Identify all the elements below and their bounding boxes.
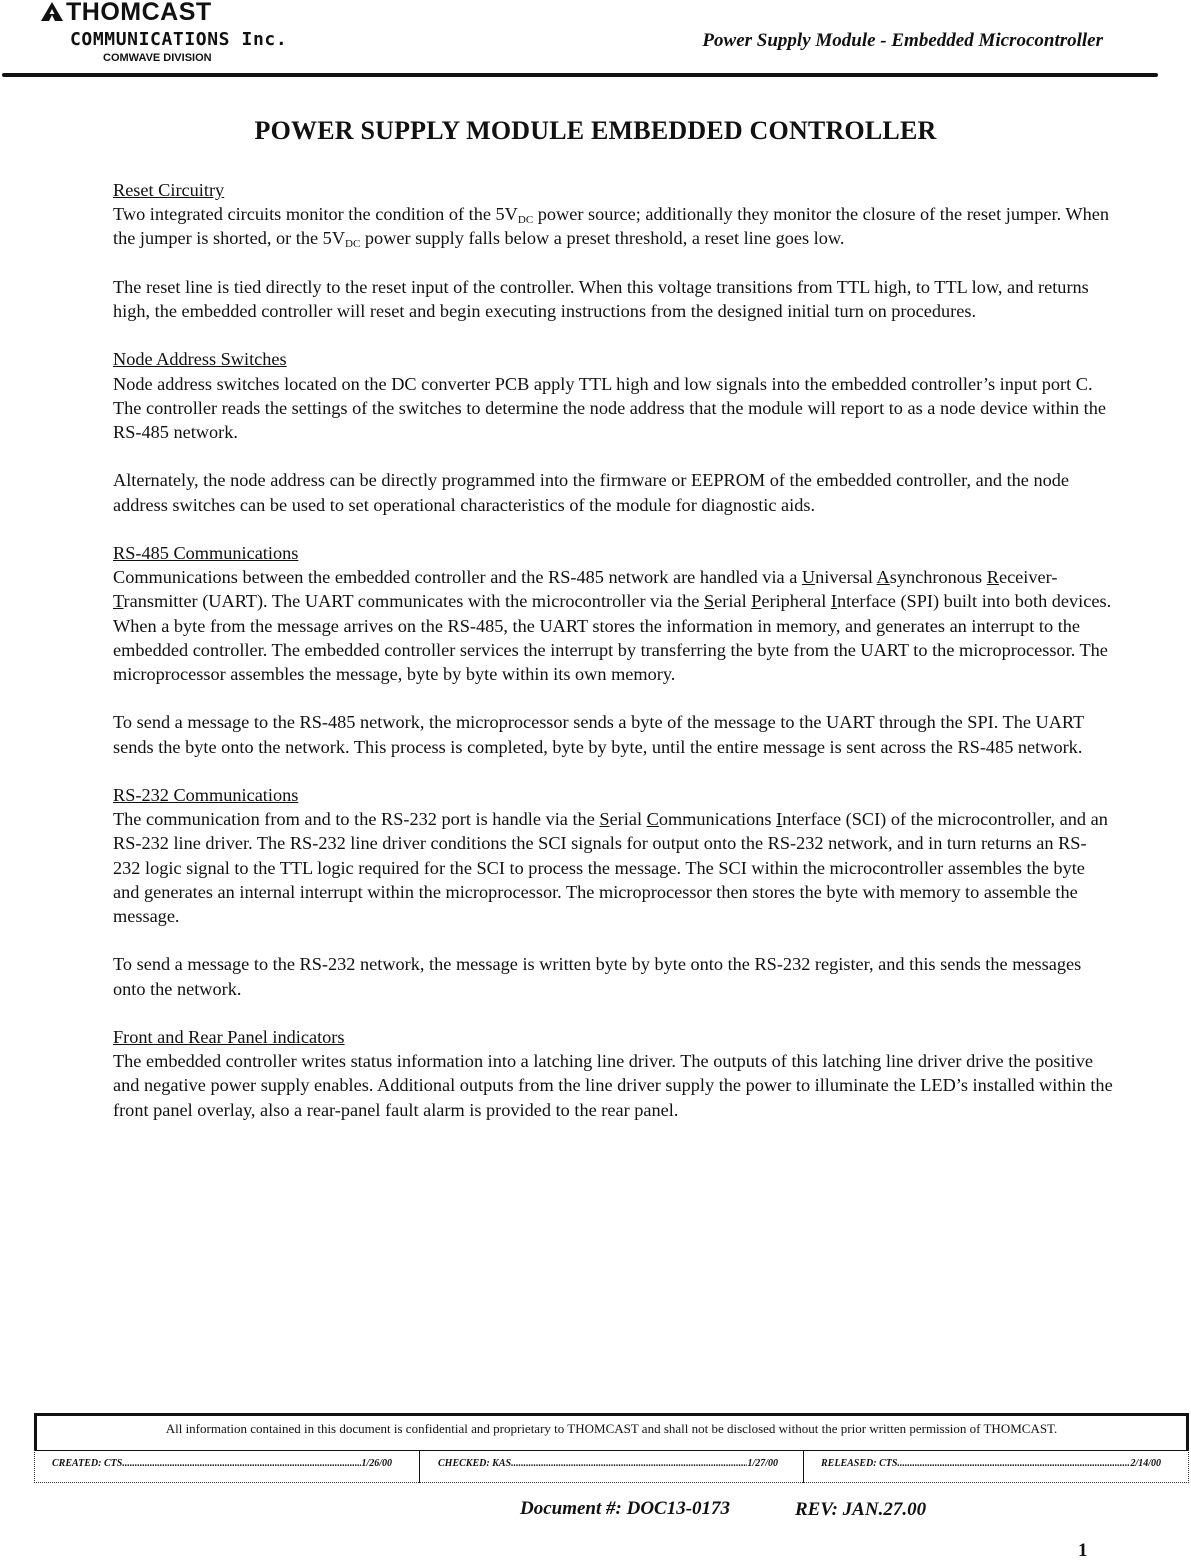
document-title: POWER SUPPLY MODULE EMBEDDED CONTROLLER <box>254 116 937 145</box>
paragraph-reset-2: The reset line is tied directly to the reset input of the controller. When this voltage transitions from TTL high, to TTL low, and returns high, the embedded controller will reset and begin executing instructions from the designed initial turn on procedures. <box>113 276 1089 321</box>
checked-signoff: CHECKED: KAS ..... 1/27/00 <box>438 1458 778 1470</box>
logo-subtitle: COMMUNICATIONS Inc. <box>70 29 288 50</box>
thomcast-logo-icon <box>40 1 64 23</box>
paragraph-rs485-2: To send a message to the RS-485 network, the microprocessor sends a byte of the message to the UART through the SPI. The UART sends the byte onto the network. This process is completed, byte by byte, until the entire message is sent across the RS-485 network. <box>113 712 1084 757</box>
paragraph-reset-1: Two integrated circuits monitor the condition of the $5V_{DC}$ power source; additionally they monitor the closure of the reset jumper. When the jumper is shorted, or the $5V_{DC}$ power supply falls below a preset threshold, a reset line goes low. <box>113 204 1110 251</box>
section-heading-panel-indicators: Front and Rear Panel indicators <box>113 1026 345 1047</box>
paragraph-rs485-1: Communications between the embedded controller and the RS-485 network are handled via a Universal Asynchronous Receiver-Transmitter (UART). The UART communicates with the microcontroller via the Serial Peripheral Interface (SPI) built into both devices. When a byte from the message arrives on the RS-485, the UART stores the information in memory, and generates an interrupt to the embedded controller. The embedded controller services the interrupt by transferring the byte from the UART to the microprocessor. The microprocessor assembles the message, byte by byte within its own memory. <box>113 567 1112 684</box>
section-heading-rs232: RS-232 Communications <box>113 784 299 805</box>
section-heading-reset: Reset Circuitry <box>113 180 225 200</box>
paragraph-node-2: Alternately, the node address can be directly programmed into the firmware or EEPROM of the embedded controller, and the node address switches can be used to set operational characteristics of the module for diagnostic aids. <box>113 470 1070 515</box>
footer-approval-box <box>34 1413 1189 1483</box>
created-signoff: CREATED: CTS ..... 1/26/00 <box>52 1458 392 1470</box>
document-number: Document #: DOC13-0173 <box>520 1498 731 1519</box>
paragraph-node-1: Node address switches located on the DC converter PCB apply TTL high and low signals into the embedded controller’s input port C. The controller reads the settings of the switches to determine the node address that the module will report to as a node device within the RS-485 network. <box>113 373 1106 442</box>
released-signoff: RELEASED: CTS ..... 2/14/00 <box>821 1458 1161 1470</box>
logo-wordmark: THOMCAST <box>66 0 212 26</box>
header-document-subject: Power Supply Module - Embedded Microcontroller <box>702 30 1103 51</box>
paragraph-rs232-2: To send a message to the RS-232 network, the message is written byte by byte onto the RS-232 register, and this sends the messages onto the network. <box>113 954 1082 999</box>
division-label: COMWAVE DIVISION <box>103 52 212 64</box>
header-divider <box>2 73 1158 77</box>
page-number: 1 <box>1078 1540 1088 1561</box>
company-logo <box>40 0 212 24</box>
paragraph-panel-1: The embedded controller writes status information into a latching line driver. The outputs of this latching line driver drive the positive and negative power supply enables. Additional outputs from the line driver supply the power to illuminate the LED’s installed within the front panel overlay, also a rear-panel fault alarm is provided to the rear panel. <box>113 1051 1113 1120</box>
paragraph-rs232-1: The communication from and to the RS-232 port is handle via the Serial Communications Interface (SCI) of the microcontroller, and an RS-232 line driver. The RS-232 line driver conditions the SCI signals for output onto the RS-232 network, and in turn returns an RS-232 logic signal to the TTL logic required for the SCI to process the message. The SCI within the microcontroller assembles the byte and generates an internal interrupt within the microprocessor. The microprocessor then stores the byte with memory to assemble the message. <box>113 809 1108 926</box>
confidentiality-notice: All information contained in this document is confidential and proprietary to THOMCAST and shall not be disclosed without the prior written permission of THOMCAST. <box>165 1421 1058 1436</box>
section-heading-node-address: Node Address Switches <box>113 349 287 370</box>
section-heading-rs485: RS-485 Communications <box>113 542 299 563</box>
revision-label: REV: JAN.27.00 <box>795 1499 927 1520</box>
document-body <box>113 178 1113 1146</box>
